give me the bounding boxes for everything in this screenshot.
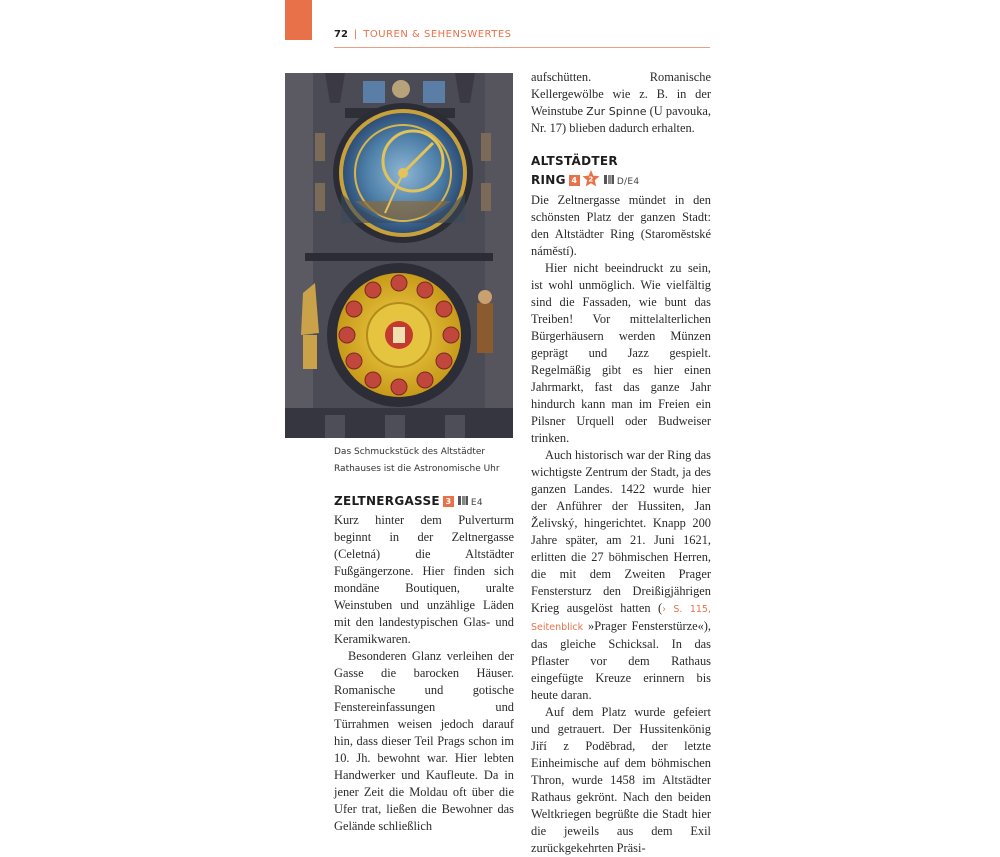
zeltnergasse-title: ZELTNERGASSE (334, 494, 440, 508)
continuation-text-after-link: (U pavouka, Nr. 17) blieben dadurch erhalten. (531, 104, 711, 135)
zeltnergasse-paragraph-2: Besonderen Glanz verleihen der Gasse die barocken Häuser. Romanische und gotische Fenstereinfassungen und Türrahmen weisen jedoch darauf hin, dass dieser Teil Prags schon im 10. Jh. bewohnt war. Hier lebten Handwerker und Kaufleute. Da in jener Zeit die Moldau oft über die Ufer trat, ließen die Bewohner das Gelände schließlich (334, 649, 514, 833)
header-separator: | (353, 29, 358, 40)
section-title: TOUREN & SEHENSWERTES (363, 29, 512, 40)
altstaedter-ring-paragraph-3 (531, 447, 711, 704)
top-sight-star-number: 2 (588, 175, 594, 184)
continuation-text-before-link: aufschütten. Romanische Kellergewölbe wie z. B. in der Weinstube (531, 70, 711, 118)
astronomical-clock-illustration (285, 73, 513, 438)
left-column (334, 493, 514, 835)
right-column (531, 69, 711, 857)
map-grid-reference: D/E4 (616, 177, 640, 187)
zur-spinne-highlight: Zur Spinne (586, 105, 647, 118)
cross-reference-link[interactable]: › S. 115, Seitenblick (531, 604, 711, 633)
map-icon (604, 175, 614, 184)
zeltnergasse-continuation (531, 69, 711, 137)
photo-caption: Das Schmuckstück des Altstädter Rathauses ist die Astronomische Uhr (334, 447, 500, 474)
section-color-tab (285, 0, 312, 40)
altstaedter-ring-title-line-1: ALTSTÄDTER (531, 154, 618, 168)
page-number: 72 (334, 29, 348, 40)
altstaedter-ring-title-line-2-row (531, 170, 711, 192)
sight-number-badge: 4 (569, 175, 580, 186)
altstaedter-ring-heading (531, 153, 711, 192)
zeltnergasse-paragraph-1: Kurz hinter dem Pulverturm beginnt in der Zeltnergasse (Celetná) die Altstädter Fußgängerzone. Hier finden sich mondäne Boutiquen, uralte Weinstuben und unzählige Läden mit den landestypischen Glas- und Keramikwaren. (334, 513, 514, 646)
zeltnergasse-heading (334, 493, 514, 512)
map-icon (458, 496, 468, 505)
page-header (334, 29, 710, 48)
map-grid-reference: E4 (470, 498, 483, 508)
paragraph-3-text-before-reference: Auch historisch war der Ring das wichtigste Zentrum der Stadt, ja des ganzen Landes. 1422 wurde hier der Anführer der Hussiten, Jan Želivský, hingerichtet. Knapp 200 Jahre später, am 21. Juni 1621, erlitten die 27 böhmischen Herren, die mit dem Zweiten Prager Fenstersturz den Dreißigjährigen Krieg ausgelöst hatten ( (531, 448, 711, 615)
top-sight-star-icon (582, 170, 600, 192)
sight-number-badge: 3 (443, 496, 454, 507)
altstaedter-ring-paragraph-4: Auf dem Platz wurde gefeiert und getrauert. Der Hussitenkönig Jiří z Poděbrad, der letzte Einheimische auf dem böhmischen Thron, wurde 1458 im Altstädter Rathaus gekrönt. Nach den beiden Weltkriegen begrüßte die Stadt hier die jeweils aus dem Exil zurückgekehrten Präsi- (531, 705, 711, 855)
altstaedter-ring-paragraph-2: Hier nicht beeindruckt zu sein, ist wohl unmöglich. Wie vielfältig sind die Fassaden, wie bunt das Treiben! Vor mittelalterlichen Bürgerhäusern werden Münzen geprägt und Jazz gespielt. Regelmäßig gibt es hier einen Jahrmarkt, fast das ganze Jahr hindurch kann man im Freien ein Pilsner Urquell oder Budweiser trinken. (531, 261, 711, 445)
altstaedter-ring-title-line-2: RING (531, 173, 566, 187)
altstaedter-ring-paragraph-1: Die Zeltnergasse mündet in den schönsten Platz der ganzen Stadt: den Altstädter Ring (Staroměstské náměstí). (531, 193, 711, 258)
astronomical-clock-photo (285, 73, 513, 438)
paragraph-3-text-after-reference: »Prager Fensterstürze«), das gleiche Schicksal. In das Pflaster vor dem Rathaus eingefügte Kreuze erinnern bis heute daran. (531, 619, 711, 702)
